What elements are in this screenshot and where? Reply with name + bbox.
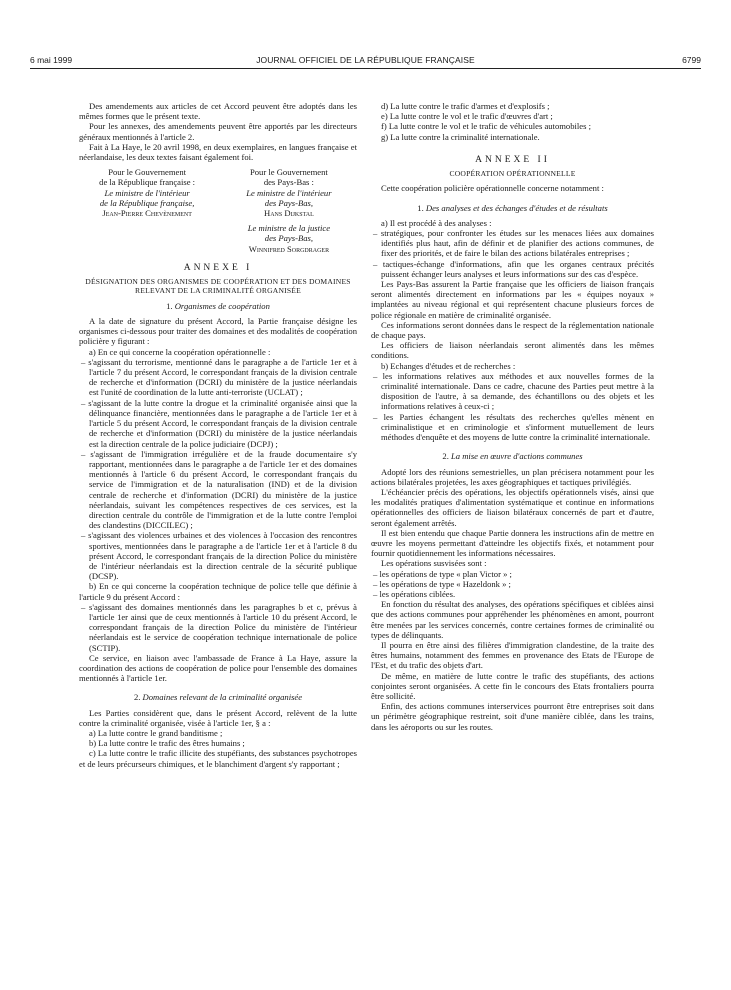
signature-line: des Pays-Bas, [264, 197, 313, 208]
list-item: – tactiques-échange d'informations, afin que les organes centraux précités puissent échanger leurs analyses et leurs informations sur des cas d'espèce. [373, 258, 654, 279]
list-item: – les opérations ciblées. [373, 588, 456, 599]
signature-line: Pour le Gouvernement [249, 167, 328, 178]
section-heading [79, 692, 357, 702]
paragraph: Les officiers de liaison néerlandais seront alimentés dans les mêmes conditions. [371, 340, 654, 361]
paragraph: Cette coopération policière opérationnelle concerne notamment : [381, 183, 604, 194]
paragraph: Enfin, des actions communes interservices pourront être entreprises soit dans un périmètre géographique restreint, soit d'une manière ciblée, dans les trains, dans les aéroports ou sur les routes. [371, 701, 654, 732]
list-item: – s'agissant du terrorisme, mentionné dans le paragraphe a de l'article 1er et à l'article 7 du présent Accord, le correspondant français de la division centrale de recherche et d'information (DCRI) du ministère de la justice néerlandais est l'unité de coordination de la lutte anti-terroriste (UCLAT) ; [81, 356, 357, 398]
signature-line: Le ministre de l'intérieur [246, 187, 332, 198]
annex-title: DÉSIGNATION DES ORGANISMES DE COOPÉRATION ET DES DOMAINES RELEVANT DE LA CRIMINALITÉ ORGANISÉE [85, 277, 351, 296]
subheading: b) Echanges d'études et de recherches : [381, 360, 516, 371]
list-item: – stratégiques, pour confronter les études sur les menaces liées aux domaines identifiés plus haut, afin de définir et de planifier des actions communes, de fixer des priorités, et de faire le bilan des actions bilatérales entreprises ; [373, 228, 654, 259]
section-heading [371, 451, 654, 461]
paragraph: Il est bien entendu que chaque Partie donnera les instructions afin de mettre en œuvre les moyens permettant d'atteindre les objectifs fixés, et notamment pour fournir quotidiennement les informations nécessaires. [371, 527, 654, 559]
subheading: b) En ce qui concerne la coopération technique de police telle que définie à l'article 9 du présent Accord : [79, 581, 357, 602]
paragraph: Fait à La Haye, le 20 avril 1998, en deux exemplaires, en langues française et néerlandaise, les deux textes faisant également foi. [79, 141, 357, 163]
signature-line: de la République française, [99, 197, 195, 208]
signature-block [79, 167, 357, 254]
section-number: 1. [166, 300, 173, 311]
paragraph: L'échéancier précis des opérations, les objectifs opérationnels visés, ainsi que les modalités pratiques d'alimentation systématique et continue en informations opérationnelles des officiers de liaison bilatéraux concernés de part et d'autre, seront également arrêtés. [371, 486, 654, 528]
signature-line: Le ministre de l'intérieur [104, 187, 190, 198]
list-item: g) La lutte contre la criminalité internationale. [381, 131, 540, 142]
signature-netherlands [221, 167, 357, 254]
section-title: Domaines relevant de la criminalité organisée [142, 692, 303, 703]
paragraph: En fonction du résultat des analyses, des opérations spécifiques et ciblées ainsi que des actions communes pour appréhender les phénomènes en amont, pourront être menées par les services concernés, contre certaines formes de criminalité ou types de délinquants. [371, 599, 654, 640]
list-item: b) La lutte contre le trafic des êtres humains ; [89, 738, 245, 749]
paragraph: A la date de signature du présent Accord, la Partie française désigne les organismes ci-dessous pour traiter des domaines et des modalités de coopération policière y figurant : [79, 316, 357, 347]
list-item: – s'agissant de la lutte contre la drogue et la criminalité organisée ainsi que la délinquance financière, mentionnées dans le paragraphe a de l'article 1er et à l'article 5 du présent Accord, le correspondant français de la division centrale de recherche et d'information (DCRI) du ministère de la justice néerlandais est la direction centrale de la police judiciaire (DCPJ) ; [81, 397, 357, 449]
list-item: – s'agissant des domaines mentionnés dans les paragraphes b et c, prévus à l'article 1er ainsi que de ceux mentionnés à l'article 10 du présent Accord, le correspondant français de la direction Police du ministère de l'intérieur néerlandais est le service de coopération technique internationale de police (SCTIP). [81, 601, 357, 653]
list-item: – les Parties échangent les résultats des recherches qu'elles mènent en criminalistique et en criminologie et s'informent mutuellement de leurs méthodes d'enquête et des moyens de lutte contre la criminalité internationale. [373, 411, 654, 443]
header-date: 6 mai 1999 [30, 55, 73, 65]
paragraph: Pour les annexes, des amendements peuvent être apportés par les directeurs généraux mentionnés à l'article 2. [79, 121, 357, 142]
paragraph: Ces informations seront données dans le respect de la réglementation nationale de chaque pays. [371, 319, 654, 341]
section-number: 2. [133, 692, 141, 703]
list-item: e) La lutte contre le vol et le trafic d'œuvres d'art ; [381, 111, 553, 122]
section-number: 1. [417, 202, 424, 213]
paragraph: Ce service, en liaison avec l'ambassade de France à La Haye, assure la coordination des actions de coopération de police pour l'ensemble des domaines mentionnés à l'article 1er. [79, 652, 357, 684]
subheading: a) En ce qui concerne la coopération opérationnelle : [89, 346, 271, 357]
list-item: – s'agissant de l'immigration irrégulière et de la fraude documentaire s'y rapportant, mentionnées dans le paragraphe a de l'article 1er et des domaines mentionnés à l'article 6 du présent Accord, le correspondant français du service de l'immigration et de la naturalisation (IND) et de la division centrale de recherche et d'information (DCRI) du ministère de la justice néerlandais, suivant les compétences respectives de ces services, est la direction centrale du contrôle de l'immigration et de la lutte contre l'emploi des clandestins (DICCILEC) ; [81, 448, 357, 531]
paragraph: Les opérations susvisées sont : [381, 558, 487, 569]
list-item: c) La lutte contre le trafic illicite des stupéfiants, des substances psychotropes et de leurs précurseurs chimiques, et le blanchiment d'argent s'y rapportant ; [79, 748, 357, 769]
annex-heading: ANNEXE I [183, 262, 253, 273]
paragraph: Adopté lors des réunions semestrielles, un plan précisera notamment pour les actions bilatérales projetées, les axes géographiques et tactiques privilégiés. [371, 466, 654, 487]
left-column [79, 101, 357, 769]
paragraph: Les Pays-Bas assurent la Partie française que les officiers de liaison français seront alimentés directement en informations par les « équipes noyaux » implantées au niveau régional et qui représentent chacune plusieurs forces de police régionale en matière de criminalité organisée. [371, 279, 654, 320]
signature-line: des Pays-Bas, [264, 233, 313, 244]
signatory-name: Jean-Pierre Chevènement [102, 208, 192, 219]
annex-title: COOPÉRATION OPÉRATIONNELLE [449, 169, 576, 179]
header-journal-title: JOURNAL OFFICIEL DE LA RÉPUBLIQUE FRANÇAISE [256, 55, 475, 65]
signature-line: des Pays-Bas : [263, 177, 314, 188]
paragraph: Il pourra en être ainsi des filières d'immigration clandestine, de la traite des êtres humains, notamment des femmes en provenance des Etats de l'Europe de l'Est, et du trafic des objets d'art. [371, 639, 654, 671]
list-item: – les opérations de type « Hazeldonk » ; [373, 578, 511, 589]
section-heading [371, 203, 654, 213]
signature-line: Le ministre de la justice [247, 223, 331, 234]
list-item: – les informations relatives aux méthodes et aux nouvelles formes de la criminalité internationale. Dans ce cadre, chacune des Parties peut mettre à la disposition de l'autre, à sa demande, des échantillons ou des objets et les informations relatives à ceux-ci ; [373, 370, 654, 412]
annex-heading: ANNEXE II [475, 154, 550, 165]
list-item: – les opérations de type « plan Victor » ; [373, 568, 512, 579]
header-page-number: 6799 [682, 55, 701, 65]
list-item: d) La lutte contre le trafic d'armes et d'explosifs ; [381, 101, 550, 111]
paragraph: Des amendements aux articles de cet Accord peuvent être adoptés dans les mêmes formes que le présent texte. [79, 101, 357, 122]
list-item: f) La lutte contre le vol et le trafic de véhicules automobiles ; [381, 121, 591, 132]
signature-france [79, 167, 215, 254]
paragraph: Les Parties considèrent que, dans le présent Accord, relèvent de la lutte contre la criminalité organisée, visée à l'article 1er, § a : [79, 707, 357, 728]
header-rule [30, 68, 701, 69]
list-item: – s'agissant des violences urbaines et des violences à l'occasion des rencontres sportives, mentionnées dans le paragraphe a de l'article 1er et à l'article 8 du présent Accord, le correspondant français de la direction Police du ministère de l'intérieur néerlandais est la direction centrale de la sécurité publique (DCSP). [81, 530, 357, 582]
section-title: Organismes de coopération [174, 300, 270, 311]
signatory-name: Hans Dijkstal [264, 208, 314, 219]
paragraph: De même, en matière de lutte contre le trafic des stupéfiants, des actions conjointes seront organisées. A cette fin le concours des Etats frontaliers pourra être sollicité. [371, 670, 654, 701]
subheading: a) Il est procédé à des analyses : [381, 217, 492, 228]
page-header [30, 55, 701, 69]
list-item: a) La lutte contre le grand banditisme ; [89, 727, 223, 738]
section-title: La mise en œuvre d'actions communes [451, 451, 583, 462]
signature-line: Pour le Gouvernement [108, 167, 187, 178]
section-title: Des analyses et des échanges d'études et de résultats [425, 202, 608, 213]
signatory-name: Winnifred Sorgdrager [248, 243, 330, 254]
section-heading [79, 301, 357, 311]
signature-line: de la République française : [99, 177, 196, 188]
right-column [371, 101, 654, 732]
section-number: 2. [442, 451, 449, 462]
